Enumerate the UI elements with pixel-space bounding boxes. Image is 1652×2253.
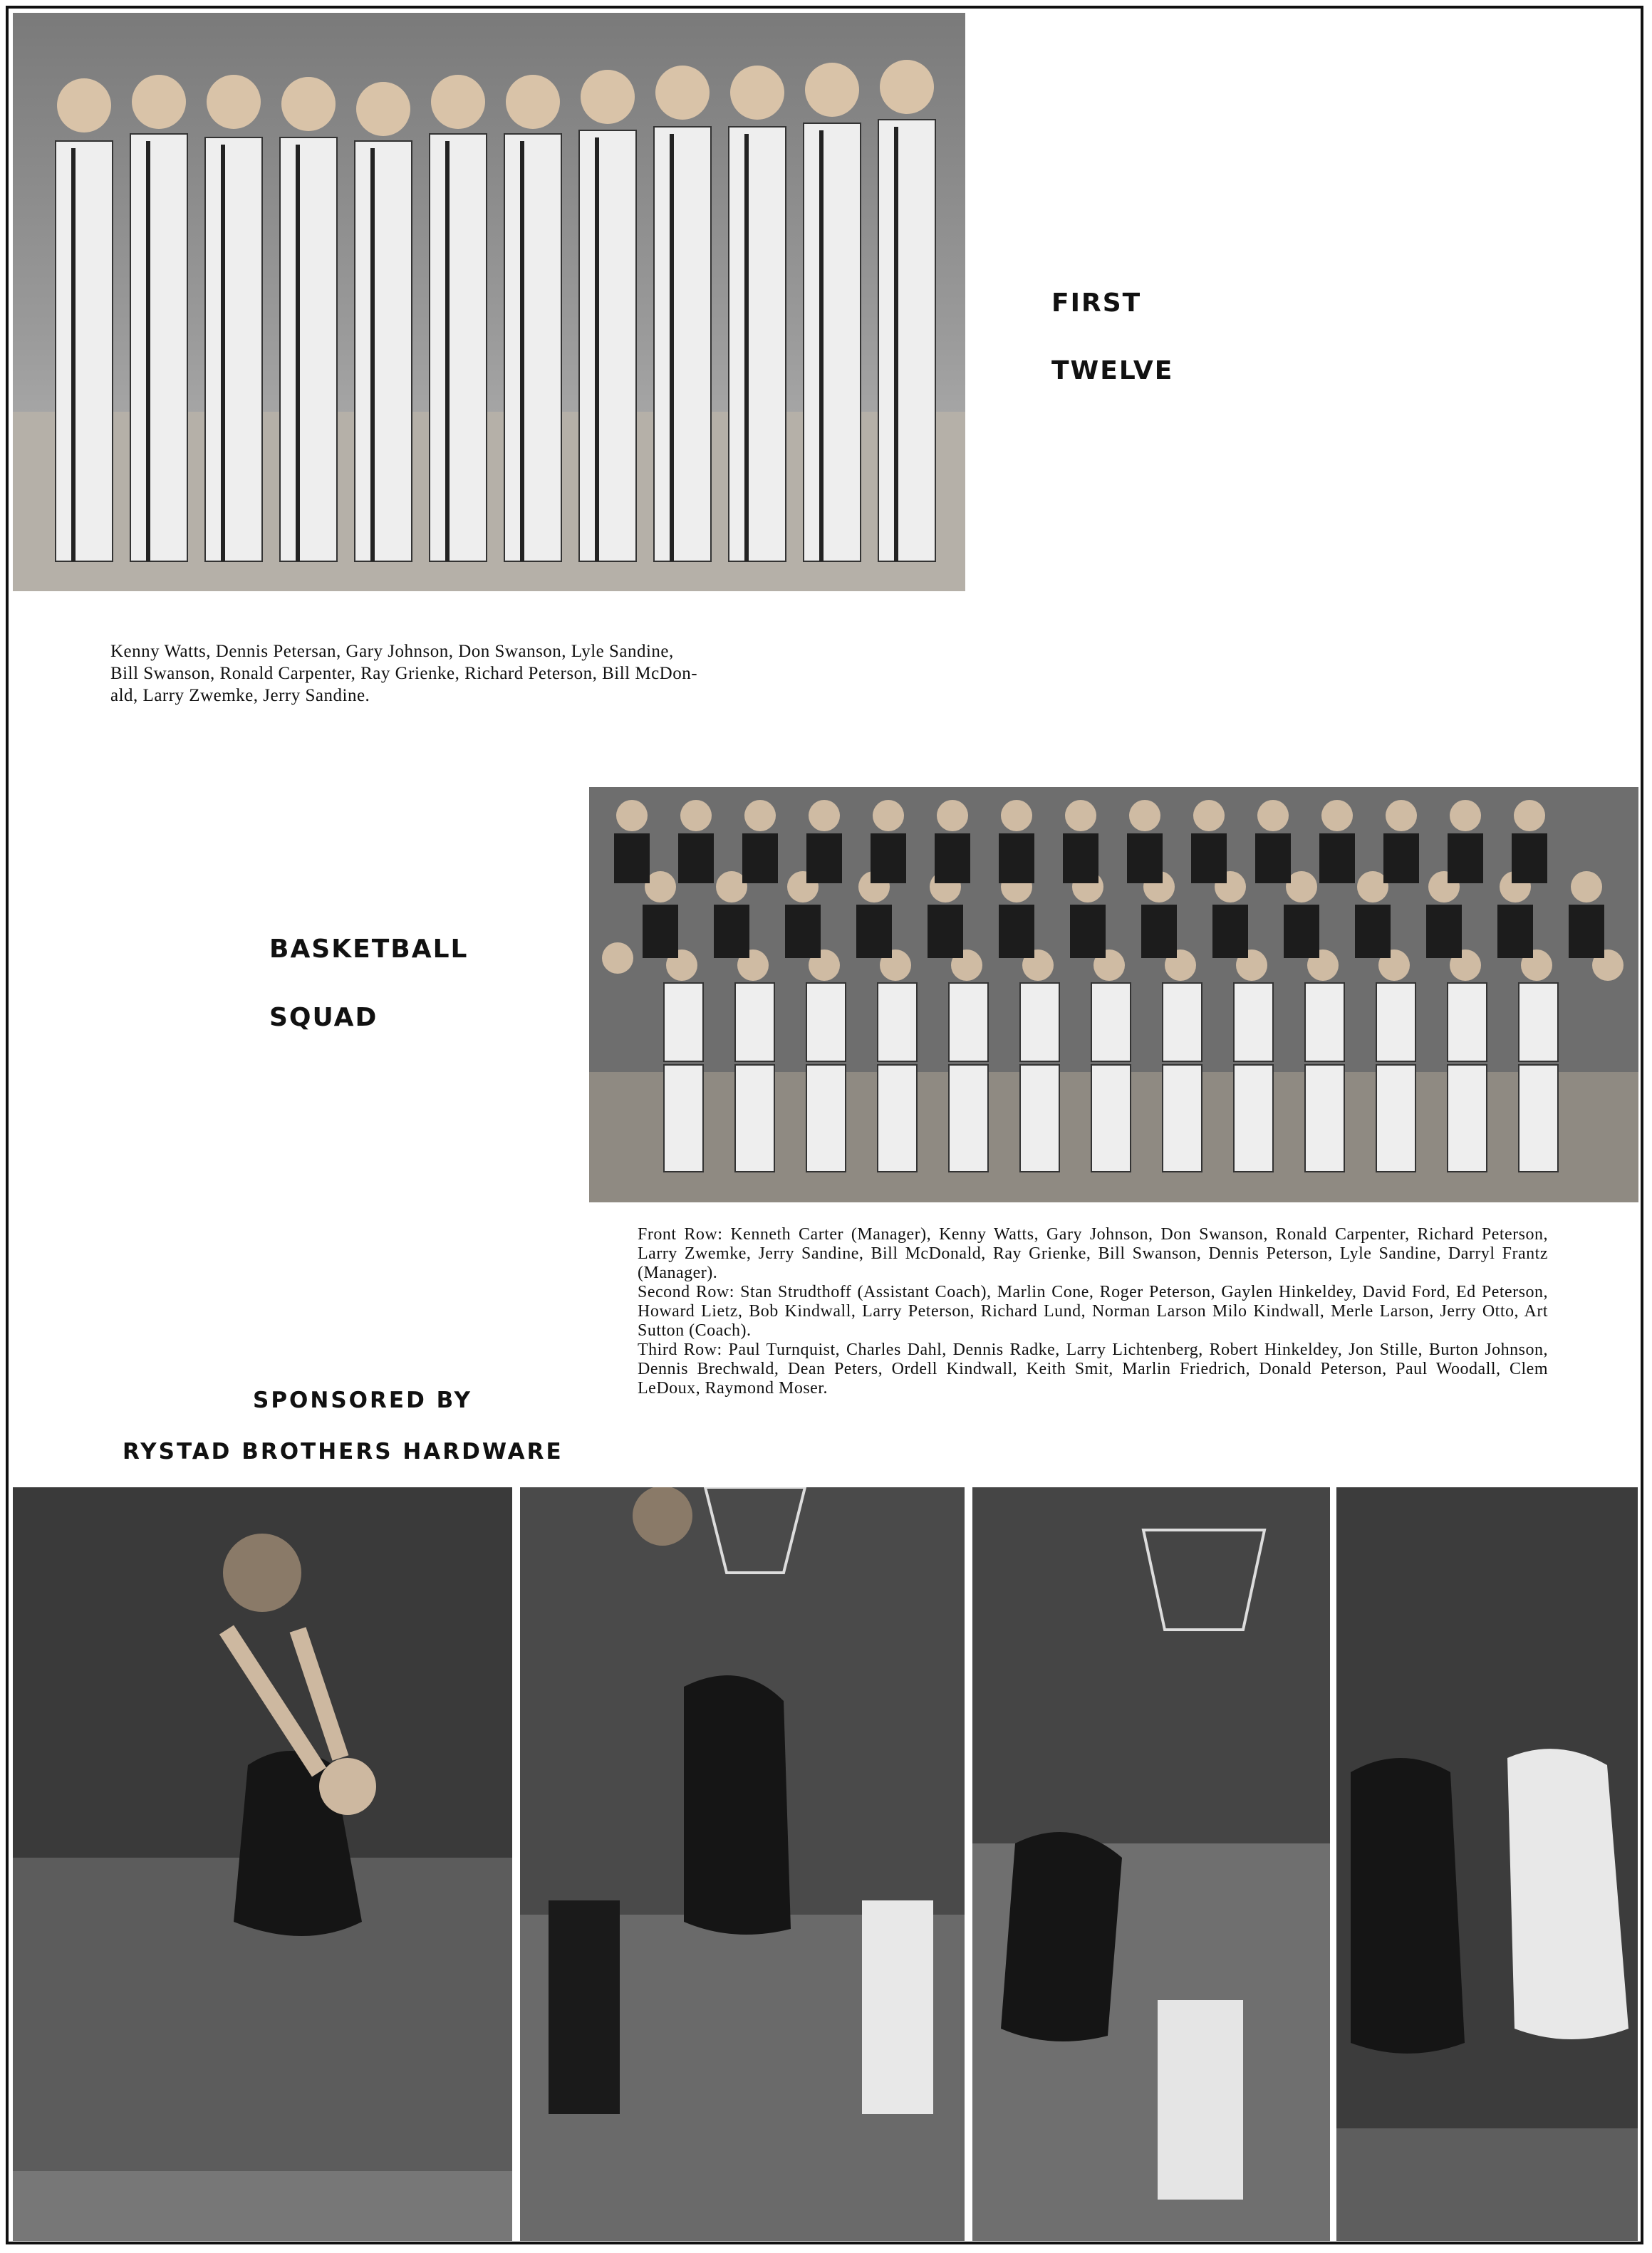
first-twelve-heading-line2: TWELVE — [1051, 356, 1174, 385]
first-twelve-photo — [13, 13, 965, 591]
basketball-squad-heading-line2: SQUAD — [269, 1003, 378, 1032]
action-photo-2 — [520, 1487, 965, 2241]
action-photo-1 — [13, 1487, 512, 2241]
basketball-squad-caption — [638, 1225, 1548, 1398]
caption-line: Bill Swanson, Ronald Carpenter, Ray Grienke, Richard Peterson, Bill McDon- — [110, 664, 698, 683]
action-photo-4 — [1336, 1487, 1638, 2241]
sponsor-line2: RYSTAD BROTHERS HARDWARE — [123, 1439, 563, 1464]
front-row-names: Kenneth Carter (Manager), Kenny Watts, Gary Johnson, Don Swanson, Ronald Carpenter, Richard Peterson, Larry Zwemke, Jerry Sandine, Bill McDonald, Ray Grienke, Bill Swanson, Dennis Peterson, Lyle Sandine, Darryl Frantz (Manager). — [638, 1225, 1549, 1282]
second-row-paragraph — [638, 1283, 1548, 1341]
second-row-names: Stan Strudthoff (Assistant Coach), Marlin Cone, Roger Peterson, Gaylen Hinkeldey, David Ford, Ed Peterson, Howard Lietz, Bob Kindwall, Larry Peterson, Richard Lund, Norman Larson Milo Kindwall, Merle Larson, Jerry Otto, Art Sutton (Coach). — [638, 1283, 1549, 1340]
third-row-label: Third Row: — [638, 1341, 722, 1359]
first-twelve-caption — [110, 640, 915, 707]
third-row-paragraph — [638, 1341, 1548, 1398]
sponsor-line1: SPONSORED BY — [253, 1388, 472, 1413]
basketball-squad-photo — [589, 787, 1638, 1202]
basketball-squad-heading-line1: BASKETBALL — [269, 935, 469, 964]
caption-line: ald, Larry Zwemke, Jerry Sandine. — [110, 686, 370, 705]
front-row-paragraph — [638, 1225, 1548, 1283]
second-row-label: Second Row: — [638, 1283, 734, 1301]
first-twelve-heading-line1: FIRST — [1051, 288, 1142, 318]
caption-line: Kenny Watts, Dennis Petersan, Gary Johnson, Don Swanson, Lyle Sandine, — [110, 642, 674, 661]
third-row-names: Paul Turnquist, Charles Dahl, Dennis Radke, Larry Lichtenberg, Robert Hinkeldey, Jon Stille, Burton Johnson, Dennis Brechwald, Dean Peters, Ordell Kindwall, Keith Smit, Marlin Friedrich, Donald Peterson, Paul Woodall, Clem LeDoux, Raymond Moser. — [638, 1341, 1549, 1398]
front-row-label: Front Row: — [638, 1225, 723, 1244]
action-photo-3 — [972, 1487, 1330, 2241]
